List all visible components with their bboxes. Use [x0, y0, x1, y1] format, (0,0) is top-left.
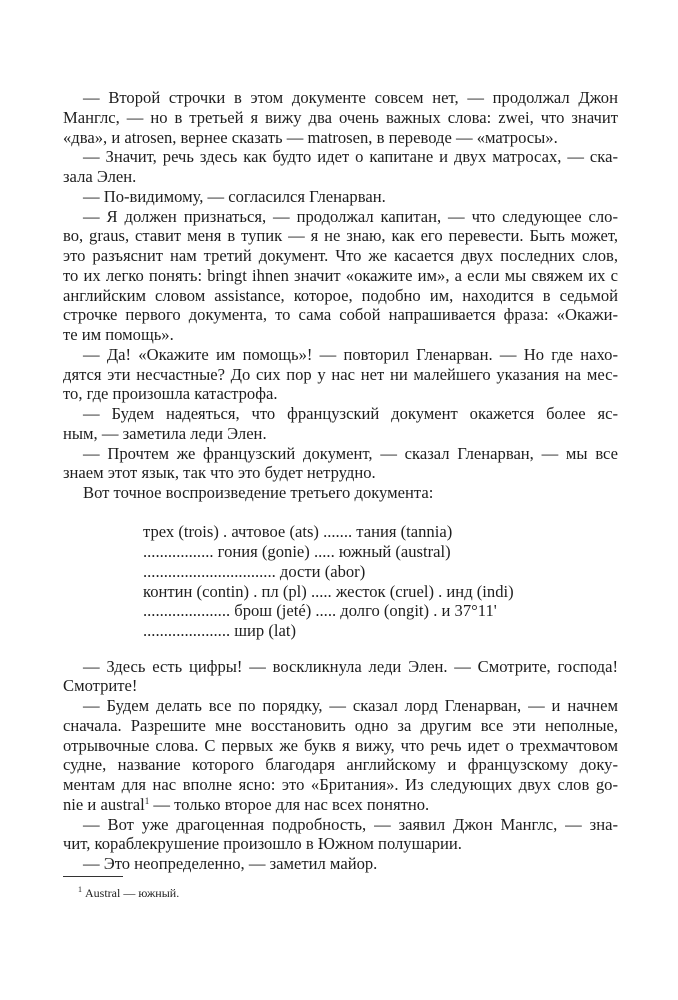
document-line: трех (trois) . ачтовое (ats) ....... тания (tannia) [143, 522, 453, 542]
text-line: сначала. Разрешите мне восстановить одно за другим все эти неполные, [63, 715, 618, 735]
text-line: отрывочные слова. С первых же букв я вижу, что речь идет о трехмачтовом [63, 735, 618, 755]
text-line: — По-видимому, — согласился Гленарван. [83, 186, 386, 206]
document-line: ................. гония (gonie) ..... южный (austral) [143, 542, 451, 562]
text-line: судне, название которого благодаря английскому и французскому доку- [63, 755, 618, 775]
text-line: — Я должен признаться, — продолжал капитан, — что следующее сло- [83, 206, 618, 226]
text-before-document [63, 88, 618, 503]
text-line: то их легко понять: bringt ihnen значит «окажите им», а если мы свяжем их с [63, 265, 618, 285]
text-line: зала Элен. [63, 167, 137, 186]
text-line: — Вот уже драгоценная подробность, — заявил Джон Манглс, — зна- [83, 814, 618, 834]
cipher-document-reproduction [143, 522, 618, 641]
text-line: строчке первого документа, то сама собой напрашивается фраза: «Окажи- [63, 305, 618, 325]
text-line: во, graus, ставит меня в тупик — я не знаю, как его перевести. Быть может, [63, 226, 618, 246]
text-line: английским словом assistance, которое, подобно им, находится в седьмой [63, 285, 618, 305]
text-line: те им помощь». [63, 325, 174, 344]
text-segment: — только второе для нас всех понятно. [149, 794, 430, 814]
document-line: ................................ дости (abor) [143, 561, 366, 581]
text-line: — Прочтем же французский документ, — сказал Гленарван, — мы все [83, 443, 618, 463]
paragraph [63, 815, 618, 855]
footnote-text: Austral — южный. [85, 886, 180, 900]
footnote-reference: 1 [144, 795, 150, 806]
page-body [63, 88, 618, 874]
paragraph [63, 854, 618, 874]
paragraph [63, 187, 618, 207]
text-line: «два», и atrosen, вернее сказать — matrosen, в переводе — «матросы». [63, 127, 558, 147]
text-line: чит, кораблекрушение произошло в Южном полушарии. [63, 834, 462, 854]
text-line: — Значит, речь здесь как будто идет о капитане и двух матросах, — ска- [83, 147, 618, 167]
footnote-mark: 1 [78, 885, 82, 894]
footnote [78, 886, 179, 901]
footnote-divider [63, 876, 123, 877]
text-line: то, где произошла катастрофа. [63, 384, 278, 404]
text-line: знаем этот язык, так что это будет нетрудно. [63, 463, 376, 483]
paragraph [63, 696, 618, 815]
text-line: — Второй строчки в этом документе совсем нет, — продолжал Джон [83, 88, 618, 107]
text-line: — Будем надеяться, что французский документ окажется более яс- [83, 404, 618, 423]
paragraph [63, 483, 618, 503]
text-line: дятся эти несчастные? До сих пор у нас нет ни малейшего указания на мес- [63, 364, 618, 384]
text-line: Манглс, — но в третьей я вижу два очень важных слова: zwei, что значит [63, 107, 618, 127]
text-segment: nie и austral [63, 794, 145, 814]
text-line [63, 795, 618, 815]
text-line: Смотрите! [63, 676, 138, 696]
paragraph [63, 657, 618, 697]
paragraph [63, 444, 618, 484]
text-line: — Это неопределенно, — заметил майор. [83, 854, 378, 874]
text-line: ным, — заметила леди Элен. [63, 423, 267, 443]
paragraph [63, 345, 618, 404]
text-line: это разъяснит нам третий документ. Что же касается двух последних слов, [63, 246, 618, 265]
document-line: контин (contin) . пл (pl) ..... жесток (cruel) . инд (indi) [143, 581, 514, 601]
document-line: ..................... шир (lat) [143, 621, 297, 641]
paragraph [63, 207, 618, 345]
paragraph [63, 404, 618, 444]
paragraph [63, 147, 618, 187]
text-line: — Здесь есть цифры! — воскликнула леди Элен. — Смотрите, господа! [83, 656, 618, 676]
text-after-document [63, 657, 618, 874]
paragraph [63, 88, 618, 147]
text-line: Вот точное воспроизведение третьего документа: [83, 483, 434, 502]
text-line: — Будем делать все по порядку, — сказал лорд Гленарван, — и начнем [83, 696, 618, 716]
text-line: ментам для нас вполне ясно: это «Британия». Из следующих двух слов go- [63, 775, 618, 795]
document-line: ..................... брош (jeté) ..... долго (ongit) . и 37°11' [143, 601, 497, 621]
text-line: — Да! «Окажите им помощь»! — повторил Гленарван. — Но где нахо- [83, 344, 618, 364]
